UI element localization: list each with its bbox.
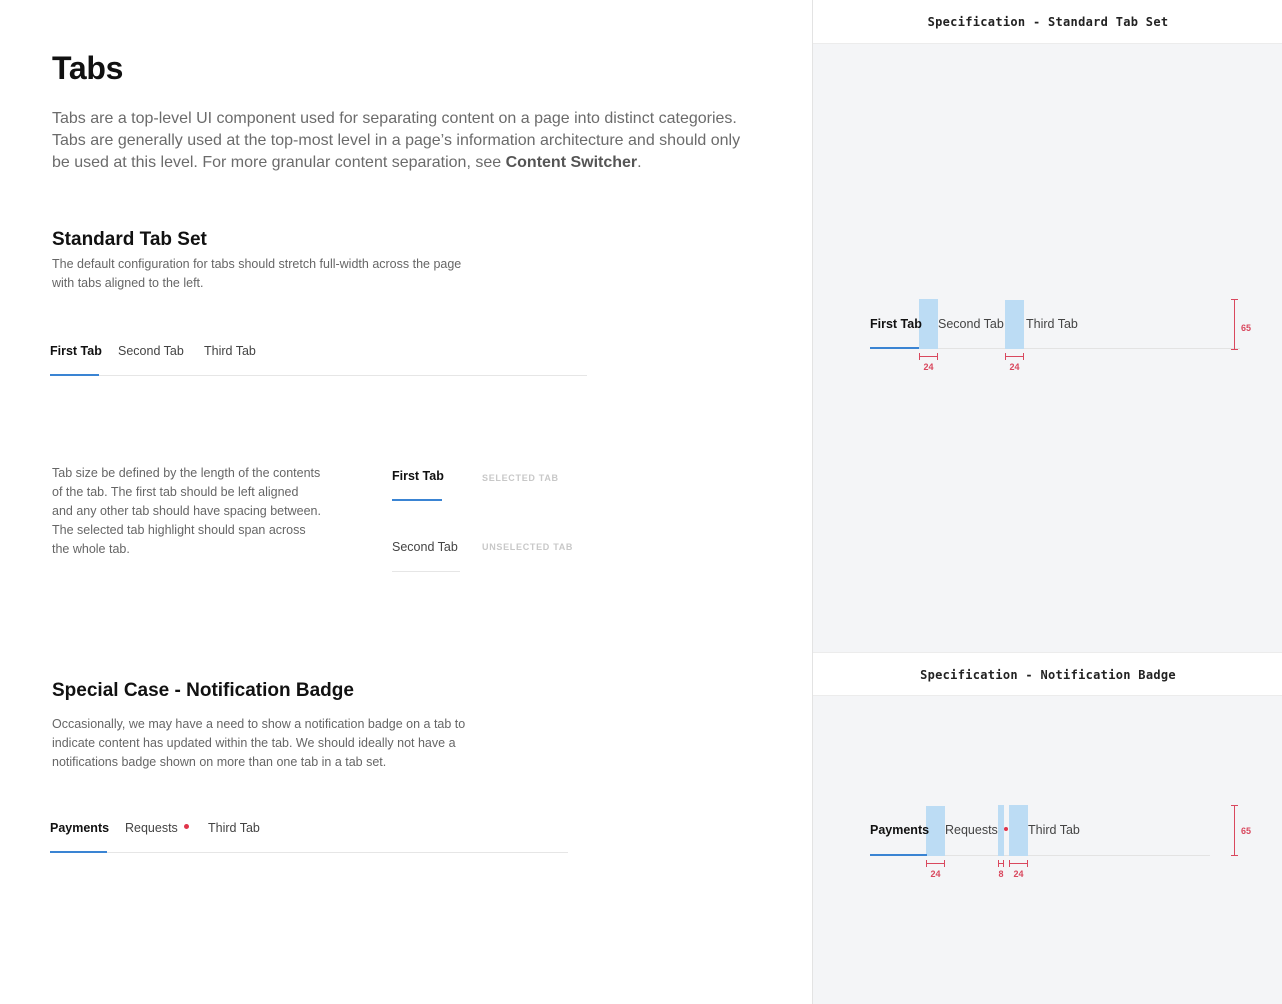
page-title: Tabs — [52, 50, 124, 86]
tab-third-badge-set[interactable]: Third Tab — [208, 821, 260, 835]
spec-standard-dim-1 — [919, 353, 938, 360]
unselected-tab-example — [392, 532, 460, 572]
example-selected-indicator — [392, 499, 442, 501]
selected-tab-caption: SELECTED TAB — [482, 473, 559, 483]
spec-badge-dim-3-label: 24 — [1013, 869, 1024, 879]
spec-badge-tab-requests: Requests — [945, 823, 998, 837]
spec-badge-height-dim — [1231, 805, 1238, 856]
intro-paragraph — [52, 108, 752, 174]
spec-badge-tab-payments: Payments — [870, 823, 930, 837]
spec-badge-gap-2 — [998, 805, 1004, 856]
spec-badge-header: Specification - Notification Badge — [813, 652, 1282, 696]
spec-badge-indicator — [870, 854, 927, 856]
spec-standard-gap-2 — [1005, 300, 1024, 349]
example-selected-tab[interactable]: First Tab — [392, 469, 444, 483]
badge-section-description: Occasionally, we may have a need to show a notification badge on a tab to indicate content has updated within the tab. We should ideally not have a notifications badge shown on more than one tab in a tab set. — [52, 717, 466, 769]
tab-first[interactable]: First Tab — [50, 344, 102, 358]
selected-tab-indicator — [50, 374, 99, 376]
spec-badge-tab-third: Third Tab — [1028, 823, 1080, 837]
spec-standard-tab-first: First Tab — [870, 317, 922, 331]
sizing-description: Tab size be defined by the length of the contents of the tab. The first tab should be left aligned and any other tab should have spacing between. The selected tab highlight should span across the whole tab. — [52, 466, 321, 556]
unselected-tab-caption: UNSELECTED TAB — [482, 542, 574, 552]
badge-tab-bar — [50, 813, 568, 853]
spec-standard-height-label: 65 — [1241, 323, 1252, 333]
standard-section-description: The default configuration for tabs should stretch full-width across the page with tabs aligned to the left. — [52, 257, 462, 290]
badge-section-title: Special Case - Notification Badge — [52, 680, 354, 701]
selected-tab-example — [392, 461, 442, 501]
spec-standard-tab-third: Third Tab — [1026, 317, 1078, 331]
spec-standard-tab-second: Second Tab — [938, 317, 1004, 331]
example-unselected-tab[interactable]: Second Tab — [392, 540, 458, 554]
spec-standard-header: Specification - Standard Tab Set — [813, 0, 1282, 44]
spec-standard-diagram — [870, 299, 1240, 351]
spec-standard-indicator — [870, 347, 919, 349]
spec-badge-dim-1 — [926, 860, 945, 867]
tab-second[interactable]: Second Tab — [118, 344, 184, 358]
badge-selected-indicator — [50, 851, 107, 853]
spec-badge-dim-3 — [1009, 860, 1028, 867]
content-switcher-link[interactable]: Content Switcher — [505, 154, 638, 171]
standard-tab-bar — [50, 336, 587, 376]
spec-standard-height-dim — [1231, 299, 1238, 350]
spec-badge-gap-3 — [1009, 805, 1028, 856]
tab-payments[interactable]: Payments — [50, 821, 110, 835]
notification-badge-dot — [184, 824, 189, 829]
spec-badge-dim-2 — [998, 860, 1004, 867]
tab-requests[interactable]: Requests — [125, 821, 178, 835]
tab-third[interactable]: Third Tab — [204, 344, 256, 358]
spec-standard-dim-2-label: 24 — [1009, 362, 1020, 372]
spec-badge-diagram — [870, 805, 1210, 857]
spec-standard-dim-2 — [1005, 353, 1024, 360]
intro-end: . — [637, 154, 642, 171]
badge-tab-bar-baseline — [50, 852, 568, 853]
specification-panel — [812, 0, 1282, 1004]
intro-text: Tabs are a top-level UI component used for separating content on a page into distinct categories. Tabs are generally used at the top-most level in a page’s information architecture and should only be used at this level. For more granular content separation, see — [52, 110, 741, 171]
spec-badge-notification-dot — [1004, 827, 1008, 831]
example-unselected-baseline — [392, 571, 460, 572]
standard-section-title: Standard Tab Set — [52, 229, 207, 250]
spec-badge-dim-1-label: 24 — [930, 869, 941, 879]
spec-badge-height-label: 65 — [1241, 826, 1252, 836]
spec-standard-dim-1-label: 24 — [923, 362, 934, 372]
tab-bar-baseline — [50, 375, 587, 376]
spec-badge-dim-2-label: 8 — [998, 869, 1004, 879]
